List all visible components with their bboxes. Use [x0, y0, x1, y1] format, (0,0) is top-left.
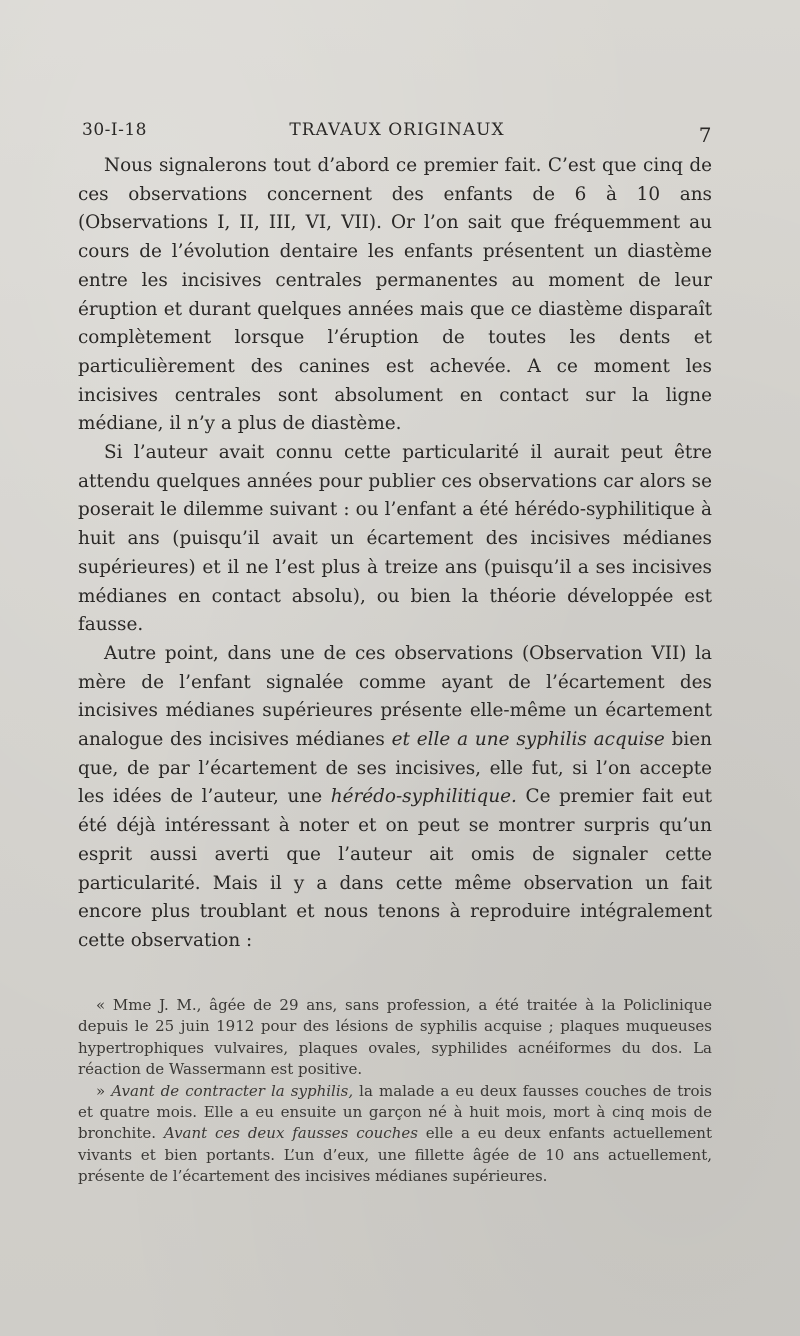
paragraph-3-italic-1: et elle a une syphilis acquise [391, 729, 665, 751]
quote-2-italic-2: Avant ces deux fausses couches [163, 1124, 418, 1143]
paragraph-1: Nous signalerons tout d’abord ce premier fait. C’est que cinq de ces observations concernent des enfants de 6 à 10 ans (Observations I, II, III, VI, VII). Or l’on sait que fréquemment au cours de l’évolution dentaire les enfants présentent un diastème entre les incisives centrales permanentes au moment de leur éruption et durant quelques années mais que ce diastème disparaît complètement lorsque l’éruption de toutes les dents et particulièrement des canines est achevée. A ce moment les incisives centrales sont absolument en contact sur la ligne médiane, il n’y a plus de diastème. [78, 155, 712, 435]
paragraph-3-part-b: bien que, de par l’écartement de ses incisives, elle fut, si l’on accepte les idées de l’auteur, une [78, 729, 712, 808]
quote-paragraph-1: « Mme J. M., âgée de 29 ans, sans profession, a été traitée à la Policlinique depuis le 25 juin 1912 pour des lésions de syphilis acquise ; plaques muqueuses hypertrophiques vulvaires, plaques ovales, syphilides acnéiformes du dos. La réaction de Wassermann est positive. [78, 996, 712, 1079]
paragraph-3 [78, 640, 712, 956]
running-header [82, 120, 712, 147]
paragraph-3-part-c: Ce premier fait eut été déjà intéressant à noter et on peut se montrer surpris qu’un esprit aussi averti que l’auteur ait omis de signaler cette particularité. Mais il y a dans cette même observation un fait encore plus troublant et nous tenons à reproduire intégralement cette observation : [78, 786, 712, 951]
paragraph-2: Si l’auteur avait connu cette particularité il aurait peut être attendu quelques années pour publier ces observations car alors se poserait le dilemme suivant : ou l’enfant a été hérédo-syphilitique à huit ans (puisqu’il avait un écartement des incisives médianes supérieures) et il ne l’est plus à treize ans (puisqu’il a ses incisives médianes en contact absolu), ou bien la théorie développée est fausse. [78, 442, 712, 636]
header-date: 30-I-18 [82, 120, 147, 140]
page-number: 7 [698, 123, 712, 147]
paragraph-3-part-a: Autre point, dans une de ces observations (Observation VII) la mère de l’enfant signalée comme ayant de l’écartement des incisives médianes supérieures présente elle-même un écartement analogue des incisives médianes [78, 642, 712, 751]
quote-2-part-b: elle a eu deux enfants actuellement vivants et bien portants. L’un d’eux, une fillette âgée de 10 ans actuellement, présente de l’écartement des incisives médianes supérieures. [78, 1124, 712, 1186]
quote-paragraph-2 [78, 1081, 712, 1188]
main-text [78, 152, 712, 956]
header-section-title: TRAVAUX ORIGINAUX [289, 120, 505, 140]
quote-2-italic-1: Avant de contracter la syphilis, [111, 1081, 354, 1100]
quote-2-part-a: la malade a eu deux fausses couches de trois et quatre mois. Elle a eu ensuite un garçon né à huit mois, mort à cinq mois de bronchite. [78, 1081, 712, 1143]
quote-2-open-mark: » [96, 1081, 106, 1100]
paragraph-3-italic-2: hérédo-syphilitique. [330, 786, 517, 808]
quoted-observation [78, 995, 712, 1188]
